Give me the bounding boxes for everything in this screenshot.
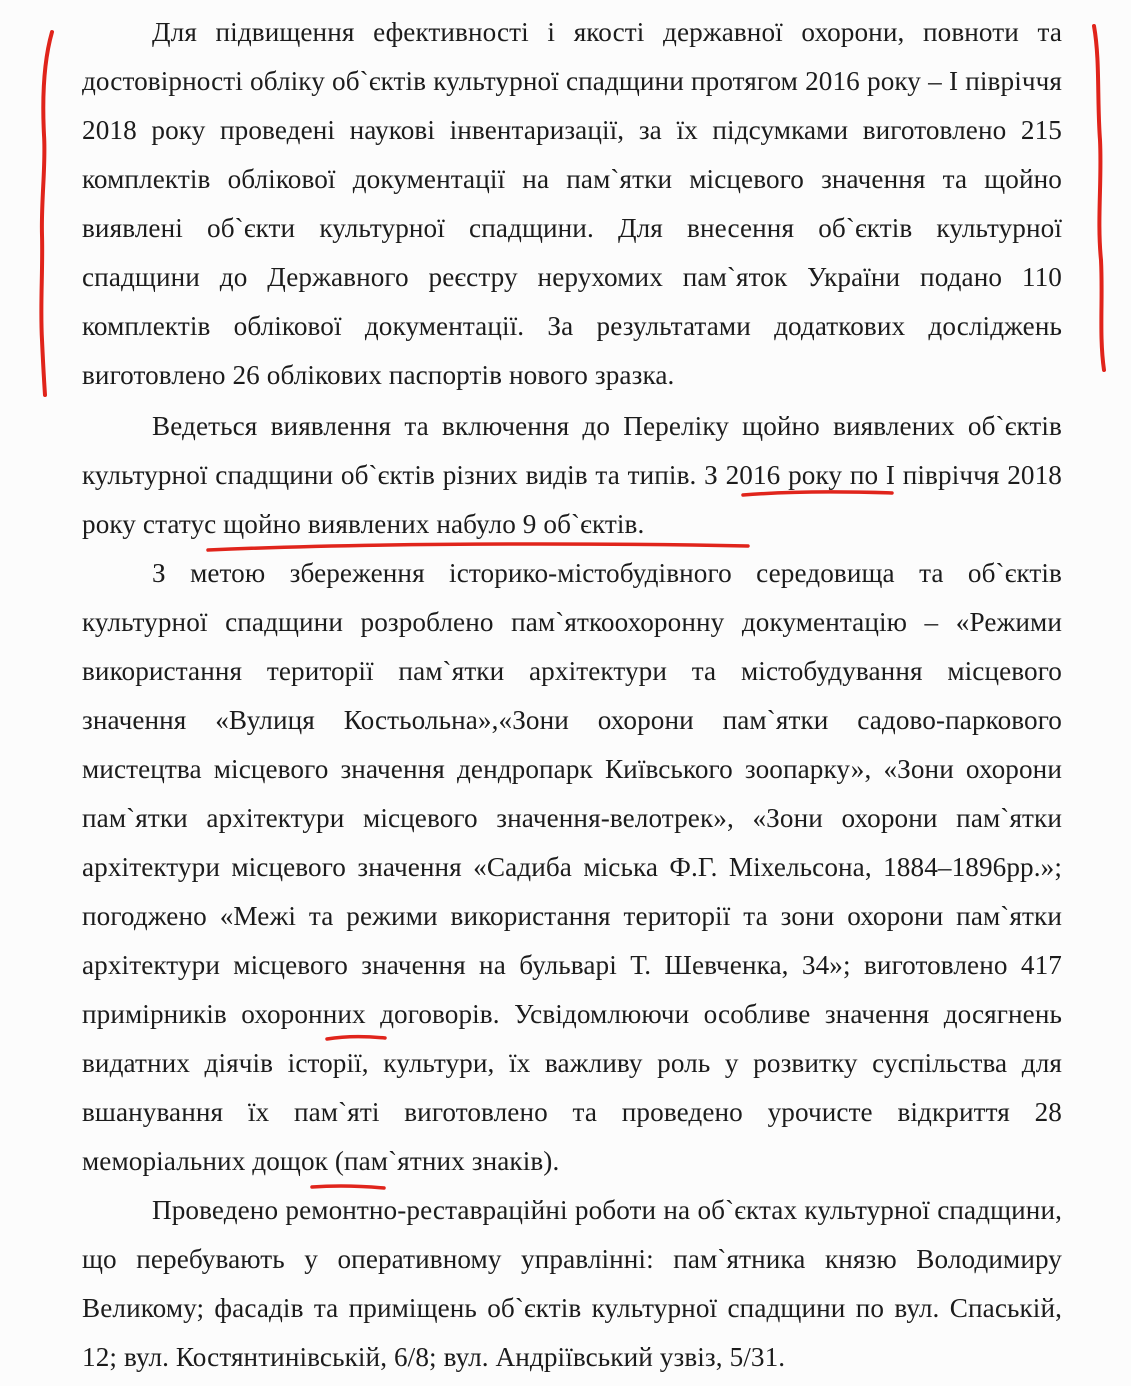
paragraph-text: Ведеться виявлення та включення до Переліку щойно виявлених об`єктів культурної спадщини об`єктів різних видів та типів. (82, 411, 1062, 490)
underlined-phrase-28-plaques: 28 меморіальних дощок (пам`ятних знаків). (82, 1097, 1062, 1176)
right-margin-bracket-mark (1094, 26, 1104, 370)
paragraph-newly-identified (82, 402, 1062, 549)
paragraph-text: по І півріччя 2018 року (82, 460, 1062, 539)
paragraph-text: З метою збереження історико-містобудівного середовища та об`єктів культурної спадщини розроблено пам`яткоохоронну документацію – «Режими використання території пам`ятки архітектури та містобудування місцевого значення «Вулиця Костьольна»,«Зони охорони пам`ятки садово-паркового мистецтва місцевого значення дендропарк Київського зоопарку», «Зони охорони пам`ятки архітектури місцевого значення-велотрек», «Зони охорони пам`ятки архітектури місцевого значення «Садиба міська Ф.Г. Міхельсона, 1884–1896рр.»; погоджено «Межі та режими використання території та зони охорони пам`ятки архітектури місцевого значення на бульварі Т. Шевченка, 34»; виготовлено (82, 558, 1062, 980)
paragraph-inventory (82, 8, 1062, 400)
paragraph-text: Проведено ремонтно-реставраційні роботи на об`єктах культурної спадщини, що перебувають у оперативному управлінні: пам`ятника князю Володимиру Великому; фасадів та приміщень об`єктів культурної спадщини по вул. Спаській, 12; вул. Костянтинівській, 6/8; вул. Андріївський узвіз, 5/31. (82, 1195, 1062, 1372)
paragraph-text: Для підвищення ефективності і якості державної охорони, повноти та достовірності обліку об`єктів культурної спадщини протягом 2016 року – І півріччя 2018 року проведені наукові інвентаризації, за їх підсумками виготовлено 215 комплектів облікової документації на пам`ятки місцевого значення та щойно виявлені об`єкти культурної спадщини. Для внесення об`єктів культурної спадщини до Державного реєстру нерухомих пам`яток України подано 110 комплектів облікової документації. За результатами додаткових досліджень виготовлено 26 облікових паспортів нового зразка. (82, 17, 1062, 390)
paragraph-restoration-works (82, 1186, 1062, 1382)
left-margin-bracket-mark (41, 32, 52, 395)
underlined-phrase-status-9-objects: статус щойно виявлених набуло 9 об`єктів. (142, 509, 645, 539)
underlined-number-417: 417 (1020, 950, 1062, 980)
underlined-phrase-since-2016: З 2016 року (704, 460, 843, 490)
paragraph-text: примірників охоронних договорів. Усвідомлюючи особливе значення досягнень видатних діячів історії, культури, їх важливу роль у розвитку суспільства для вшанування їх пам`яті виготовлено та проведено урочисте відкриття (82, 999, 1062, 1127)
paragraph-protection-documentation (82, 549, 1062, 1186)
document-body (82, 8, 1062, 1382)
